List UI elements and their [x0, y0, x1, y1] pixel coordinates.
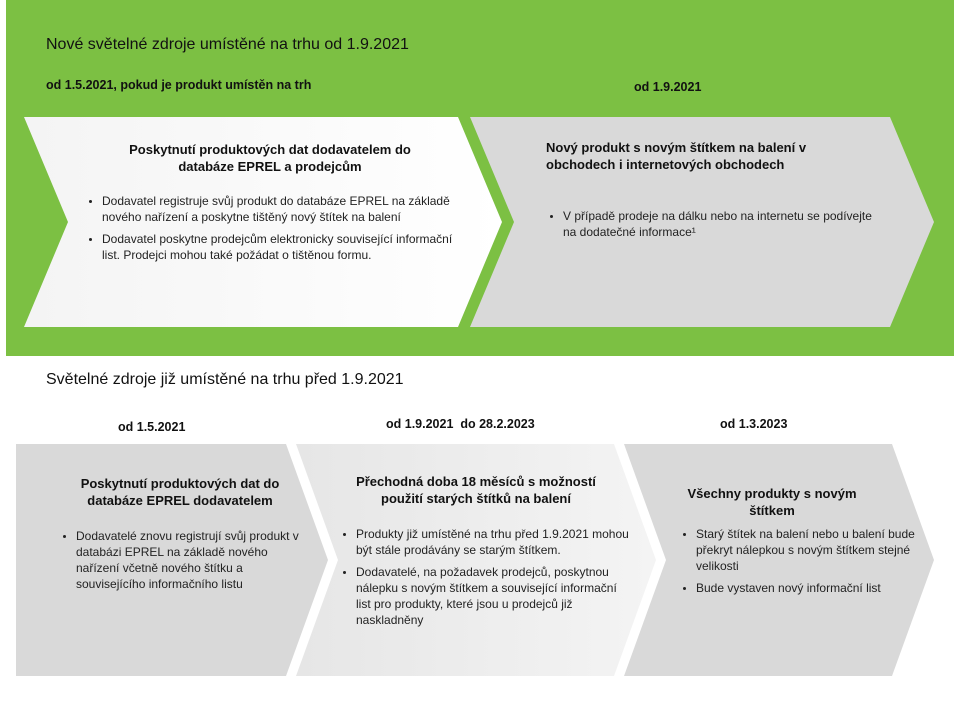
- bullet-item: • Produkty již umístěné na trhu před 1.9.2021 mohou být stále prodávány se starým štítkem.: [356, 526, 632, 558]
- period-label-bottom-2: od 1.9.2021 do 28.2.2023: [386, 417, 535, 431]
- step-bullets-supplier-data: [86, 193, 462, 269]
- section-title-existing-products: Světelné zdroje již umístěné na trhu před 1.9.2021: [46, 371, 404, 388]
- bullet-item: • V případě prodeje na dálku nebo na internetu se podívejte na dodatečné informace¹: [563, 208, 883, 240]
- step-title-transition-period: Přechodná doba 18 měsíců s možností použití starých štítků na balení: [356, 474, 596, 506]
- bullet-item: • Dodavatelé, na požadavek prodejců, poskytnou nálepku s novým štítkem a související informační list pro produkty, které jsou u prodejců již naskladněny: [356, 564, 632, 628]
- step-title-all-new-labels: Všechny produkty s novým štítkem: [687, 486, 857, 518]
- bullet-item: • Dodavatel poskytne prodejcům elektronicky související informační list. Prodejci mohou také požádat o tištěnou formu.: [102, 231, 462, 263]
- step-bullets-new-label-shops: [547, 208, 883, 246]
- period-label-top-1: od 1.5.2021, pokud je produkt umístěn na trh: [46, 78, 312, 92]
- step-bullets-all-new-labels: [680, 526, 926, 602]
- bullet-item: • Dodavatelé znovu registrují svůj produkt v databázi EPREL na základě nového nařízení včetně nového štítku a souvisejícího informačního listu: [76, 528, 312, 592]
- section-title-new-products: Nové světelné zdroje umístěné na trhu od 1.9.2021: [46, 36, 409, 53]
- step-title-new-label-shops: Nový produkt s novým štítkem na balení v obchodech i internetových obchodech: [546, 140, 807, 172]
- step-title-supplier-data: Poskytnutí produktových dat dodavatelem do databáze EPREL a prodejcům: [129, 142, 411, 174]
- bullet-item: • Bude vystaven nový informační list: [696, 580, 926, 596]
- bullet-item: • Dodavatel registruje svůj produkt do databáze EPREL na základě nového nařízení a poskytne tištěný nový štítek na balení: [102, 193, 462, 225]
- step-bullets-eprel-registration: [60, 528, 312, 598]
- bullet-item: • Starý štítek na balení nebo u balení bude překryt nálepkou s novým štítkem stejné velikosti: [696, 526, 926, 574]
- period-label-top-2: od 1.9.2021: [634, 80, 702, 94]
- step-bullets-transition-period: [340, 526, 632, 634]
- period-label-bottom-1: od 1.5.2021: [118, 420, 186, 434]
- period-label-bottom-3: od 1.3.2023: [720, 417, 788, 431]
- step-title-eprel-registration: Poskytnutí produktových dat do databáze EPREL dodavatelem: [80, 476, 280, 508]
